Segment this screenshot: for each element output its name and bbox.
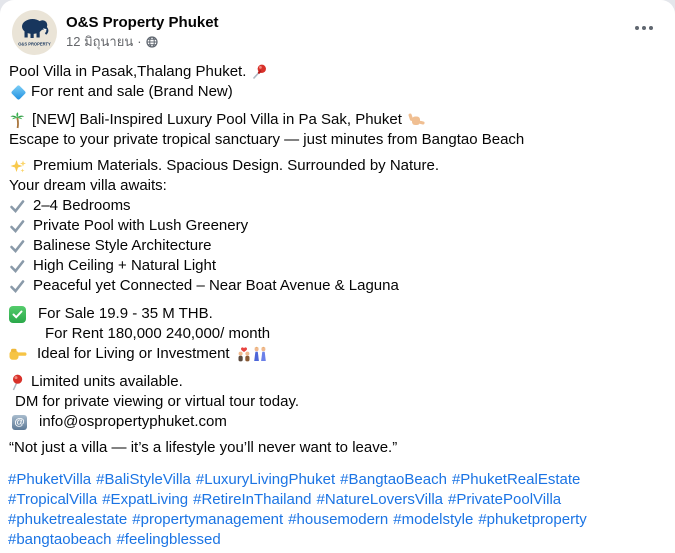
hashtag-link[interactable]: #bangtaobeach: [8, 531, 112, 548]
hashtag-line: [8, 530, 659, 550]
hashtag-link[interactable]: #ExpatLiving: [102, 491, 189, 508]
checklist-item: [9, 256, 659, 276]
post-timestamp[interactable]: 12 มิถุนายน: [66, 34, 134, 49]
hashtag-link[interactable]: #propertymanagement: [132, 511, 284, 528]
email-at-icon: @: [12, 415, 27, 430]
escape-text: Escape to your private tropical sanctuary — just minutes from Bangtao Beach: [9, 131, 525, 148]
post-menu-button[interactable]: [629, 20, 659, 36]
hashtag-link[interactable]: #PhuketRealEstate: [451, 471, 581, 488]
header-meta: [66, 10, 219, 50]
hashtag-link[interactable]: #housemodern: [288, 511, 389, 528]
hashtag-link[interactable]: #NatureLoversVilla: [316, 491, 443, 508]
paragraph-price: [9, 304, 659, 364]
page-name-link[interactable]: O&S Property Phuket: [66, 14, 219, 31]
checklist-item-text: High Ceiling + Natural Light: [33, 257, 217, 274]
checklist-item-text: Private Pool with Lush Greenery: [33, 217, 249, 234]
post-header: [0, 0, 675, 55]
two-women-icon: [252, 346, 268, 362]
hashtag-link[interactable]: #TropicalVilla: [8, 491, 98, 508]
ideal-text: Ideal for Living or Investment: [37, 345, 230, 362]
gray-check-icon: [9, 199, 25, 214]
gray-check-icon: [9, 259, 25, 274]
hashtag-link[interactable]: #BangtaoBeach: [340, 471, 447, 488]
palm-tree-icon: [9, 112, 26, 129]
call-me-hand-icon: [408, 113, 425, 128]
hashtag-link[interactable]: #PhuketVilla: [8, 471, 92, 488]
hashtag-link[interactable]: #phuketrealestate: [8, 511, 128, 528]
post-title-text: Pool Villa in Pasak,Thalang Phuket.: [9, 63, 247, 80]
new-villa-text: [NEW] Bali-Inspired Luxury Pool Villa in Pa Sak, Phuket: [32, 111, 402, 128]
hashtags-block: [0, 470, 675, 550]
gray-check-icon: [9, 219, 25, 234]
blue-diamond-icon: [11, 84, 27, 100]
hashtag-line: [8, 510, 659, 530]
pushpin-icon: [252, 64, 267, 80]
avatar-logo-text: O&S PROPERTY: [18, 41, 51, 47]
paragraph-features: [9, 156, 659, 296]
hashtag-link[interactable]: #PrivatePoolVilla: [448, 491, 562, 508]
page-avatar[interactable]: [12, 10, 57, 55]
for-rent-sale-text: For rent and sale (Brand New): [31, 83, 233, 100]
hashtag-link[interactable]: #RetireInThailand: [193, 491, 312, 508]
globe-privacy-icon: [146, 36, 158, 48]
checklist-item: [9, 236, 659, 256]
pointing-right-icon: [9, 348, 27, 361]
hashtag-link[interactable]: #modelstyle: [393, 511, 474, 528]
elephant-logo-icon: [12, 10, 57, 55]
for-rent-text: For Rent 180,000 240,000/ month: [45, 325, 271, 342]
gray-check-icon: [9, 279, 25, 294]
gray-check-icon: [9, 239, 25, 254]
dream-villa-text: Your dream villa awaits:: [9, 177, 167, 194]
hashtag-line: [8, 490, 659, 510]
ellipsis-icon: [635, 26, 639, 30]
paragraph-new-villa: [9, 110, 659, 150]
hashtag-link[interactable]: #feelingblessed: [116, 531, 221, 548]
checklist-item: [9, 216, 659, 236]
hashtag-line: [8, 470, 659, 490]
checklist-item: [9, 276, 659, 296]
email-text: info@ospropertyphuket.com: [39, 413, 227, 430]
for-sale-text: For Sale 19.9 - 35 M THB.: [38, 305, 213, 322]
timestamp-separator: ·: [137, 34, 142, 49]
couple-heart-icon: [236, 346, 252, 362]
quote-text: “Not just a villa — it’s a lifestyle you’ll never want to leave.”: [9, 439, 398, 456]
dm-text: DM for private viewing or virtual tour today.: [15, 393, 299, 410]
premium-text: Premium Materials. Spacious Design. Surrounded by Nature.: [33, 157, 440, 174]
paragraph-intro: [9, 62, 659, 102]
checklist-item-text: 2–4 Bedrooms: [33, 197, 131, 214]
green-checkbox-icon: [9, 306, 26, 323]
hashtag-link[interactable]: #BaliStyleVilla: [96, 471, 191, 488]
round-pushpin-icon: [9, 374, 24, 391]
checklist-item-text: Peaceful yet Connected – Near Boat Avenue & Laguna: [33, 277, 399, 294]
sparkles-icon: [9, 158, 27, 175]
checklist-item-text: Balinese Style Architecture: [33, 237, 212, 254]
checklist-item: [9, 196, 659, 216]
paragraph-contact: [9, 372, 659, 432]
hashtag-link[interactable]: #LuxuryLivingPhuket: [195, 471, 336, 488]
post-body: [0, 62, 675, 458]
limited-units-text: Limited units available.: [31, 373, 183, 390]
hashtag-link[interactable]: #phuketproperty: [478, 511, 587, 528]
